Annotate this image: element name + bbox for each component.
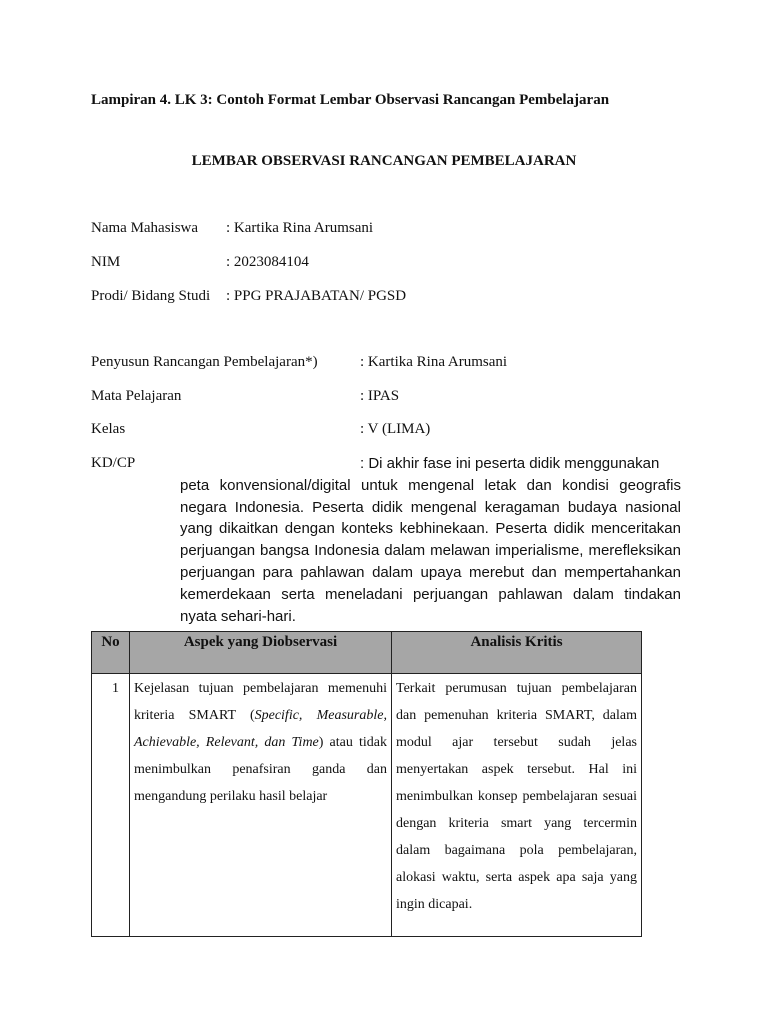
- mapel-label: Mata Pelajaran: [91, 388, 182, 404]
- analisis-cell: Terkait perumusan tujuan pembelajaran dan pemenuhan kriteria SMART, dalam modul ajar tersebut sudah jelas menyertakan aspek tersebut. Hal ini menimbulkan konsep pembelajaran sesuai dengan kriteria smart yang tercermin dalam bagaimana pola pembelajaran, alokasi waktu, serta aspek apa saja yang ingin dicapai.: [392, 674, 642, 937]
- nama-value: : Kartika Rina Arumsani: [226, 220, 374, 236]
- aspek-text-post: ) atau tidak menimbulkan penafsiran ganda dan mengandung perilaku hasil belajar: [134, 735, 387, 804]
- nim-label: NIM: [91, 254, 121, 270]
- prodi-value: : PPG PRAJABATAN/ PGSD: [226, 288, 407, 304]
- kdcp-first-line: : Di akhir fase ini peserta didik menggunakan: [360, 455, 660, 472]
- kelas-value: : V (LIMA): [360, 421, 431, 437]
- penyusun-label: Penyusun Rancangan Pembelajaran*): [91, 354, 318, 370]
- nama-label: Nama Mahasiswa: [91, 220, 199, 236]
- aspek-text-italic: Specific, Measurable, Achievable, Relevant, dan Time: [134, 708, 387, 750]
- nim-value: : 2023084104: [226, 254, 309, 270]
- header-analisis: Analisis Kritis: [392, 632, 642, 674]
- observation-table: [91, 631, 642, 937]
- aspek-text-pre: Kejelasan tujuan pembelajaran memenuhi kriteria SMART (: [134, 681, 387, 723]
- document-title: LEMBAR OBSERVASI RANCANGAN PEMBELAJARAN: [191, 153, 577, 169]
- kdcp-rest: peta konvensional/digital untuk mengenal letak dan kondisi geografis negara Indonesia. Peserta didik mengenal keragaman budaya nasional yang dikaitkan dengan konteks kebhinekaan. Peserta didik menceritakan perjuangan bangsa Indonesia dalam melawan imperialisme, merefleksikan perjuangan para pahlawan dalam upaya merebut dan mempertahankan kemerdekaan serta meneladani perjuangan pahlawan dalam tindakan nyata sehari-hari.: [180, 476, 681, 625]
- kdcp-description: [180, 453, 681, 627]
- table-row: [92, 674, 642, 937]
- kdcp-label: KD/CP: [91, 455, 136, 471]
- mapel-value: : IPAS: [360, 388, 400, 404]
- kelas-label: Kelas: [91, 421, 126, 437]
- header-aspek: Aspek yang Diobservasi: [130, 632, 392, 674]
- row-number: 1: [92, 674, 130, 937]
- penyusun-value: : Kartika Rina Arumsani: [360, 354, 508, 370]
- table-header-row: [92, 632, 642, 674]
- aspek-cell: [130, 674, 392, 937]
- appendix-title: Lampiran 4. LK 3: Contoh Format Lembar Observasi Rancangan Pembelajaran: [91, 92, 610, 108]
- prodi-label: Prodi/ Bidang Studi: [91, 288, 211, 304]
- header-no: No: [92, 632, 130, 674]
